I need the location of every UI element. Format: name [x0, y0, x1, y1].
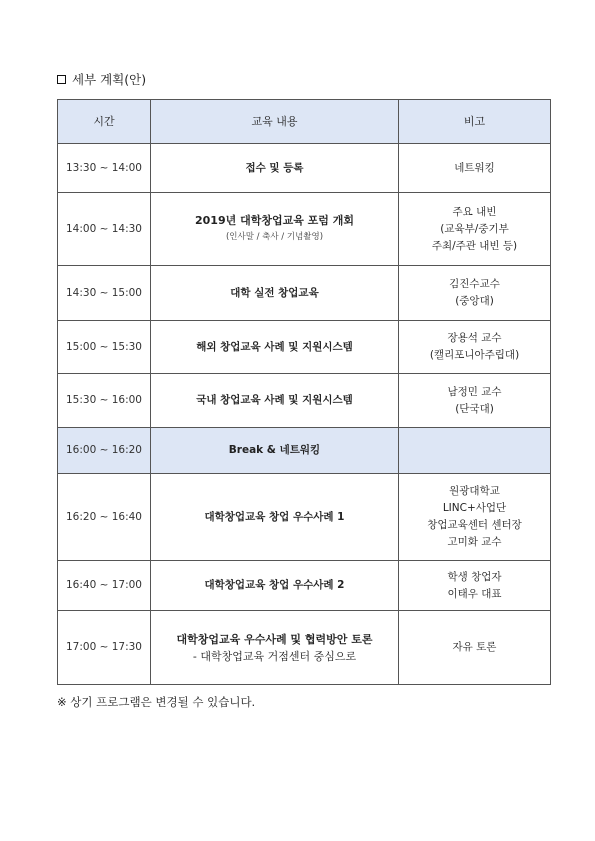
- header-content: 교육 내용: [151, 100, 399, 144]
- table-header-row: [58, 100, 551, 144]
- row-note: [399, 474, 551, 561]
- row-note: [399, 561, 551, 611]
- row-topic: 접수 및 등록: [151, 144, 399, 193]
- table-row: [58, 374, 551, 428]
- row-topic: 대학창업교육 우수사례 및 협력방안 토론: [176, 632, 373, 646]
- note-line: (중앙대): [455, 295, 494, 307]
- row-topic: 대학창업교육 창업 우수사례 2: [151, 561, 399, 611]
- row-time: 13:30 ~ 14:00: [58, 144, 151, 193]
- note-line: 주최/주관 내빈 등): [431, 239, 518, 252]
- note-line: 원광대학교: [449, 485, 500, 497]
- header-time: 시간: [58, 100, 151, 144]
- row-topic: 2019년 대학창업교육 포럼 개회: [195, 214, 354, 227]
- table-row: [58, 474, 551, 561]
- row-time: 14:30 ~ 15:00: [58, 266, 151, 321]
- note-line: 김진수교수: [449, 278, 500, 290]
- row-subtitle: - 대학창업교육 거점센터 중심으로: [192, 649, 357, 663]
- row-time: 16:20 ~ 16:40: [58, 474, 151, 561]
- row-topic: Break & 네트워킹: [151, 428, 399, 474]
- table-row: [58, 144, 551, 193]
- note-line: 자유 토론: [452, 641, 497, 653]
- row-topic: 국내 창업교육 사례 및 지원시스템: [151, 374, 399, 428]
- section-heading-text: 세부 계획(안): [72, 72, 147, 87]
- row-note: [399, 374, 551, 428]
- note-line: 학생 창업자: [447, 570, 502, 583]
- note-line: (교육부/중기부: [440, 222, 509, 235]
- note-line: 고미화 교수: [447, 536, 502, 548]
- table-row: [58, 561, 551, 611]
- header-note: 비고: [399, 100, 551, 144]
- row-note: [399, 611, 551, 685]
- row-time: 16:00 ~ 16:20: [58, 428, 151, 474]
- row-time: 15:00 ~ 15:30: [58, 321, 151, 374]
- table-row: [58, 193, 551, 266]
- table-row: [58, 266, 551, 321]
- row-note: [399, 321, 551, 374]
- table-row: [58, 321, 551, 374]
- schedule-table: [57, 99, 551, 685]
- row-note: [399, 193, 551, 266]
- row-time: 16:40 ~ 17:00: [58, 561, 151, 611]
- note-line: (단국대): [455, 402, 494, 415]
- row-time: 15:30 ~ 16:00: [58, 374, 151, 428]
- note-line: 네트워킹: [454, 161, 495, 174]
- row-note: [399, 266, 551, 321]
- row-time: 17:00 ~ 17:30: [58, 611, 151, 685]
- checkbox-square-icon: [57, 75, 66, 84]
- row-topic: 대학 실전 창업교육: [151, 266, 399, 321]
- row-note: [399, 428, 551, 474]
- table-row-break: [58, 428, 551, 474]
- footnote: ※ 상기 프로그램은 변경될 수 있습니다.: [57, 695, 256, 709]
- note-line: (캘리포니아주립대): [429, 349, 520, 361]
- table-row: [58, 611, 551, 685]
- row-topic: 대학창업교육 창업 우수사례 1: [151, 474, 399, 561]
- note-line: 남정민 교수: [447, 385, 502, 398]
- section-heading: [57, 70, 146, 88]
- row-time: 14:00 ~ 14:30: [58, 193, 151, 266]
- row-topic-cell: [151, 611, 399, 685]
- row-subtitle: (인사말 / 축사 / 기념촬영): [225, 232, 324, 242]
- note-line: 장용석 교수: [447, 332, 502, 344]
- row-note: [399, 144, 551, 193]
- note-line: LINC+사업단: [442, 502, 507, 514]
- row-topic-cell: [151, 193, 399, 266]
- note-line: 창업교육센터 센터장: [427, 519, 522, 531]
- row-topic: 해외 창업교육 사례 및 지원시스템: [151, 321, 399, 374]
- note-line: 주요 내빈: [452, 205, 497, 218]
- note-line: 이태우 대표: [447, 587, 502, 600]
